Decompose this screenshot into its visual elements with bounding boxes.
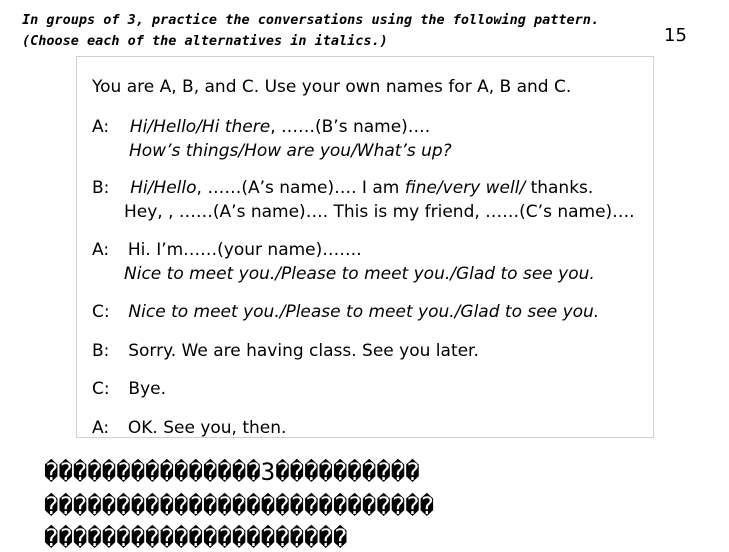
ok-text: OK. See you, then. (127, 418, 287, 438)
dialogue-line-a3 (92, 418, 286, 438)
dialogue-line-b1 (92, 178, 593, 198)
greeting-alternatives: Hi/Hello/Hi there (129, 117, 271, 137)
response-alternatives: fine/very well/ (404, 178, 526, 198)
speaker-label: C: (92, 379, 110, 399)
farewell-text: Sorry. We are having class. See you later. (128, 341, 479, 361)
speaker-label: A: (92, 240, 110, 260)
bye-text: Bye. (128, 379, 167, 399)
speaker-label: C: (92, 302, 110, 322)
speaker-label: A: (92, 117, 110, 137)
garbled-text-row-3: ��������������������� (44, 524, 348, 552)
name-placeholder: , ……(A’s name)…. I am (196, 178, 405, 198)
dialogue-line-a1 (92, 117, 430, 137)
instructions-line-2: (Choose each of the alternatives in italics.) (22, 33, 388, 49)
thanks-text: thanks. (525, 178, 594, 198)
garbled-text-row-2: ��������������������������� (44, 492, 435, 520)
dialogue-line-a1-cont: How’s things/How are you/What’s up? (129, 141, 452, 161)
dialogue-line-b2 (92, 341, 479, 361)
speaker-label: B: (92, 341, 110, 361)
intro-text: You are A, B, and C. Use your own names for A, B and C. (92, 77, 572, 97)
dialogue-line-a2-cont: Nice to meet you./Please to meet you./Glad to see you. (124, 264, 595, 284)
page-number: 15 (664, 25, 687, 46)
dialogue-line-c2 (92, 379, 166, 399)
dialogue-line-a2 (92, 240, 362, 260)
garbled-text-row-1: ���������������3���������� (44, 458, 420, 486)
instructions-line-1: In groups of 3, practice the conversations using the following pattern. (22, 12, 600, 28)
dialogue-line-c1 (92, 302, 599, 322)
instructions-header (22, 10, 622, 52)
name-placeholder: , ……(B’s name)…. (270, 117, 431, 137)
speaker-label: B: (92, 178, 110, 198)
intro-self: Hi. I’m……(your name)……. (127, 240, 362, 260)
dialogue-line-b1-cont: Hey, , ……(A’s name)…. This is my friend, ……(C’s name)…. (124, 202, 635, 222)
greeting-alternatives: Hi/Hello (130, 178, 197, 198)
speaker-label: A: (92, 418, 110, 438)
meet-alternatives: Nice to meet you./Please to meet you./Glad to see you. (128, 302, 600, 322)
